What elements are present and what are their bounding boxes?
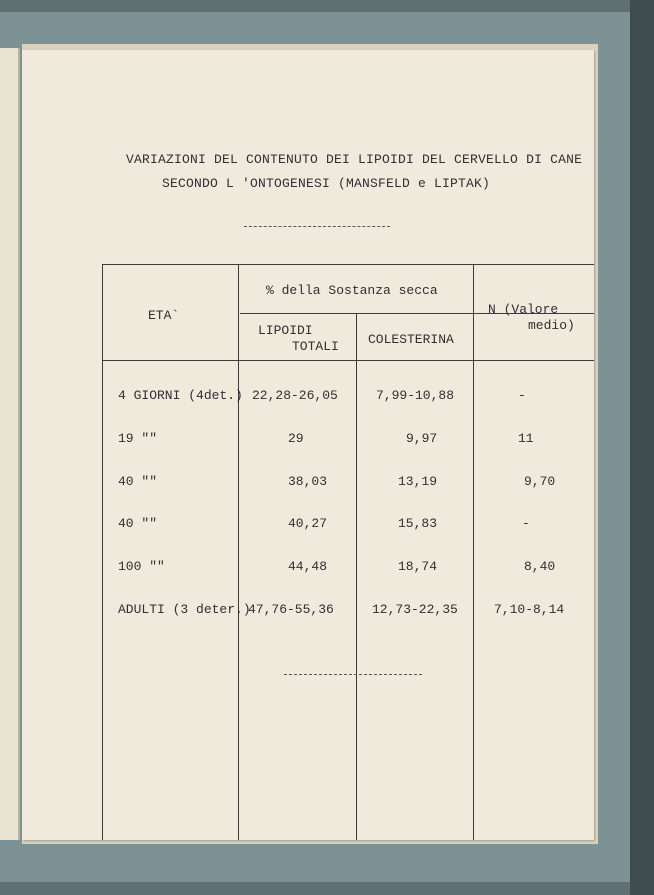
table-cell-lipoidi: 22,28-26,05: [252, 388, 338, 403]
table-cell-n: -: [518, 388, 526, 403]
header-eta: ETA`: [148, 308, 180, 323]
table-cell-colesterina: 18,74: [398, 559, 438, 574]
header-n-line1: N (Valore: [488, 302, 559, 317]
table-cell-colesterina: 15,83: [398, 516, 438, 531]
folder-edge: [630, 0, 654, 895]
table-top-border: [102, 264, 594, 265]
table-cell-lipoidi: 47,76-55,36: [248, 602, 334, 617]
table-cell-lipoidi: 44,48: [288, 559, 328, 574]
table-cell-colesterina: 9,97: [406, 431, 438, 446]
table-cell-colesterina: 12,73-22,35: [372, 602, 458, 617]
table-cell-eta: 100 "": [118, 559, 165, 574]
table-cell-eta: ADULTI (3 deter.): [118, 602, 251, 617]
table-cell-eta: 4 GIORNI (4det.): [118, 388, 243, 403]
table-cell-n: 8,40: [524, 559, 556, 574]
table-cell-n: 7,10-8,14: [494, 602, 565, 617]
table-cell-n: 11: [518, 431, 534, 446]
table-cell-eta: 40 "": [118, 516, 158, 531]
table-col-border-1: [238, 264, 239, 840]
divider-bottom: [284, 674, 422, 675]
header-n-line2: medio): [528, 318, 575, 333]
table-cell-lipoidi: 29: [288, 431, 304, 446]
table-cell-eta: 40 "": [118, 474, 158, 489]
header-lipoidi-line1: LIPOIDI: [258, 323, 313, 338]
left-page-edge: [0, 48, 20, 840]
title-line-2: SECONDO L 'ONTOGENESI (MANSFELD e LIPTAK): [162, 176, 491, 191]
table-cell-lipoidi: 40,27: [288, 516, 328, 531]
header-sostanza-secca: % della Sostanza secca: [266, 283, 438, 298]
table-cell-colesterina: 7,99-10,88: [376, 388, 455, 403]
table-left-border: [102, 264, 103, 840]
table-cell-eta: 19 "": [118, 431, 158, 446]
table-cell-n: 9,70: [524, 474, 556, 489]
document-page: [22, 50, 594, 840]
header-lipoidi-line2: TOTALI: [292, 339, 339, 354]
table-cell-colesterina: 13,19: [398, 474, 438, 489]
header-colesterina: COLESTERINA: [368, 332, 454, 347]
title-line-1: VARIAZIONI DEL CONTENUTO DEI LIPOIDI DEL CERVELLO DI CANE: [126, 152, 583, 167]
table-cell-n: -: [522, 516, 530, 531]
table-col-border-2: [356, 313, 357, 840]
table-header-bottom-border: [102, 360, 594, 361]
table-cell-lipoidi: 38,03: [288, 474, 328, 489]
divider-top: [244, 226, 390, 227]
table-col-border-3: [473, 264, 474, 840]
